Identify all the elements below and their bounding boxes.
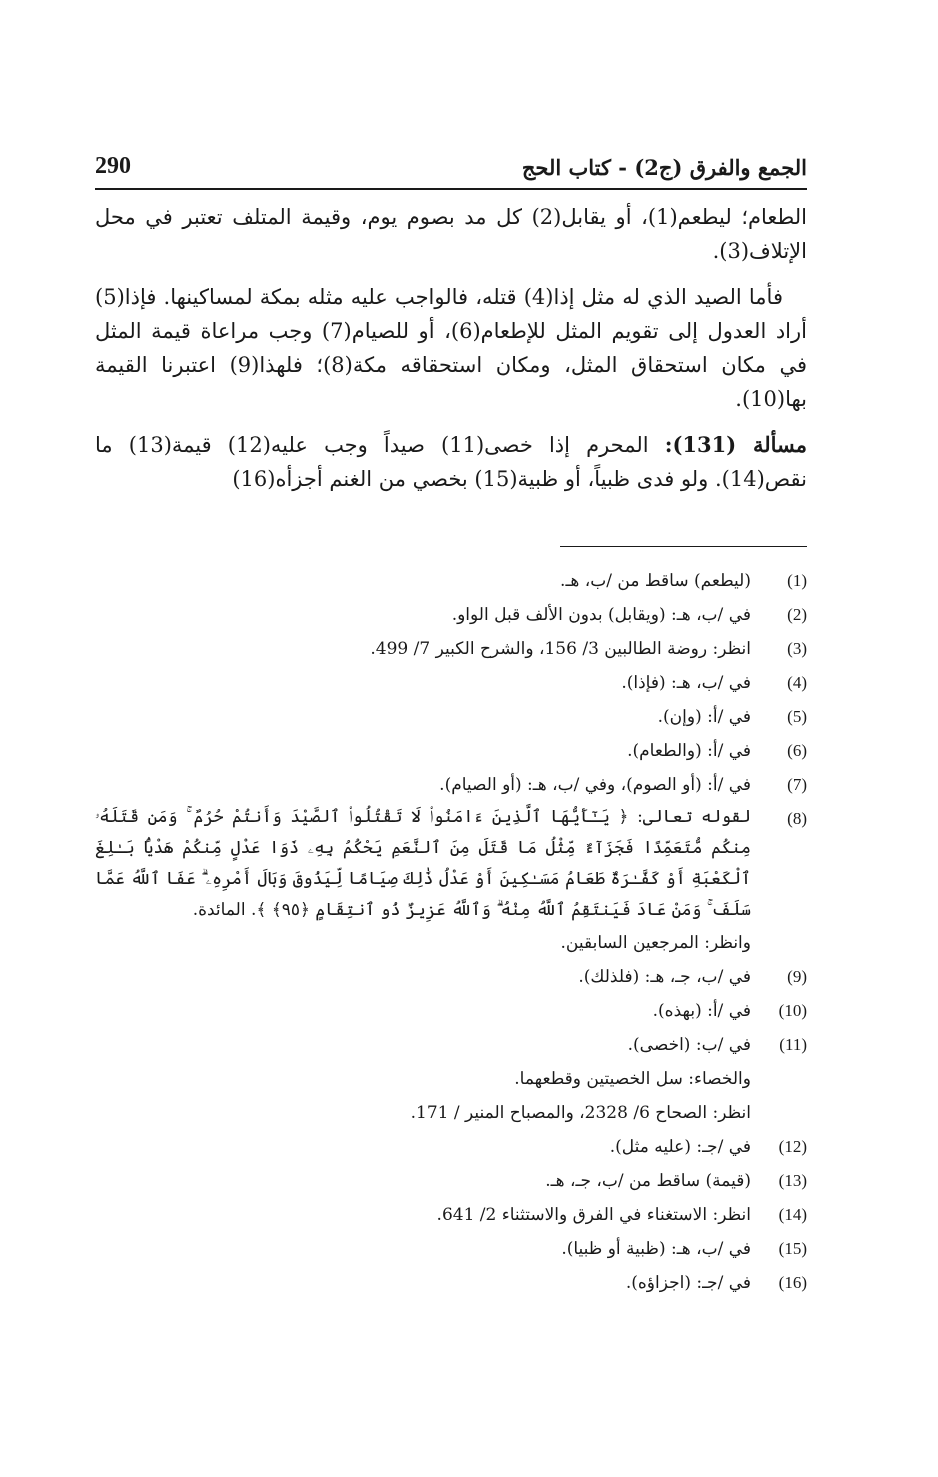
footnote-number: (2): [787, 605, 807, 624]
footnote-text: في /أ: (وإن).: [657, 707, 751, 727]
footnote-number: (5): [787, 707, 807, 726]
footnote-number: (10): [778, 1001, 807, 1020]
footnote: [95, 734, 807, 768]
footnote-number: (8): [787, 809, 807, 828]
footnote: [95, 700, 807, 734]
footnote-number: (6): [787, 741, 807, 760]
footnote-number: (7): [787, 775, 807, 794]
running-header: [95, 140, 807, 180]
footnote-text: في /ب، هـ: (ويقابل) بدون الألف قبل الواو.: [451, 605, 751, 625]
footnote-number: (13): [778, 1171, 807, 1190]
footnote-text: في /أ: (أو الصوم)، وفي /ب، هـ: (أو الصيام).: [439, 775, 751, 795]
paragraph-1: الطعام؛ ليطعم(1)، أو يقابل(2) كل مد بصوم يوم، وقيمة المتلف تعتبر في محل الإتلاف(3).: [95, 205, 807, 263]
footnote-number: (16): [778, 1273, 807, 1292]
footnote: [95, 1164, 807, 1198]
footnote-text: في /ب: (اخصى).: [627, 1035, 751, 1055]
footnote-number: (9): [787, 967, 807, 986]
masala-paragraph: [95, 428, 807, 496]
footnote-text: في /ب، جـ، هـ: (فلذلك).: [578, 967, 751, 987]
footnote-continuation: انظر: الصحاح 6/ 2328، والمصباح المنير / 171.: [410, 1103, 751, 1123]
footnote-separator: [560, 546, 807, 547]
footnote-text: في /ب، هـ: (فإذا).: [621, 673, 751, 693]
main-text: [95, 200, 807, 508]
footnote-text: في /أ: (بهذه).: [652, 1001, 751, 1021]
footnote: [95, 960, 807, 994]
footnote-number: (15): [778, 1239, 807, 1258]
masala-text: المحرم إذا خصى(11) صيداً وجب عليه(12) قيمة(13) ما نقص(14). ولو فدى ظبياً، أو ظبية(15) بخصي من الغنم أجزأه(16): [95, 433, 807, 491]
masala-heading: مسألة (131):: [664, 432, 807, 457]
footnote: [95, 768, 807, 802]
footnote: [95, 994, 807, 1028]
footnote-number: (14): [778, 1205, 807, 1224]
footnote-continuation: والخصاء: سل الخصيتين وقطعهما.: [514, 1069, 751, 1089]
footnote: [95, 1198, 807, 1232]
footnote: [95, 1028, 807, 1062]
paragraph-2: فأما الصيد الذي له مثل إذا(4) قتله، فالواجب عليه مثله بمكة لمساكينها. فإذا(5) أراد العدول إلى تقويم المثل للإطعام(6)، أو للصيام(7) وجب مراعاة قيمة المثل في مكان استحقاق المثل، ومكان استحقاقه مكة(8)؛ فلهذا(9) اعتبرنا القيمة بها(10).: [95, 285, 807, 411]
footnote-text: (ليطعم) ساقط من /ب، هـ.: [560, 571, 751, 591]
page-number: 290: [95, 153, 131, 179]
footnote-text: انظر: الاستغناء في الفرق والاستثناء 2/ 641.: [436, 1205, 751, 1225]
footnote-text: في /جـ: (اجزاؤه).: [625, 1273, 751, 1293]
header-rule: [95, 188, 807, 190]
footnote-number: (1): [787, 571, 807, 590]
footnote: [95, 632, 807, 666]
footnote-text: (قيمة) ساقط من /ب، جـ، هـ.: [545, 1171, 751, 1191]
footnote: [95, 1266, 807, 1300]
footnote: [95, 802, 807, 926]
footnote-text: انظر: روضة الطالبين 3/ 156، والشرح الكبير 7/ 499.: [370, 639, 751, 659]
footnotes: [95, 564, 807, 1300]
footnote: [95, 1232, 807, 1266]
footnote-number: (4): [787, 673, 807, 692]
footnote: [95, 564, 807, 598]
footnote-number: (12): [778, 1137, 807, 1156]
footnote-number: (3): [787, 639, 807, 658]
footnote-text: في /ب، هـ: (ظبية أو ظبيا).: [561, 1239, 751, 1259]
footnote-quran-text: لقوله تعالى: ﴿ يَـٰٓأَيُّهَا ٱلَّذِينَ ءَامَنُوا۟ لَا تَقْتُلُوا۟ ٱلصَّيْدَ وَأَنتُمْ حُرُمٌ ۚ وَمَن قَتَلَهُۥ مِنكُم مُّتَعَمِّدًا فَجَزَآءٌ مِّثْلُ مَا قَتَلَ مِنَ ٱلنَّعَمِ يَحْكُمُ بِهِۦ ذَوَا عَدْلٍ مِّنكُمْ هَدْيًۢا بَـٰلِغَ ٱلْكَعْبَةِ أَوْ كَفَّـٰرَةٌ طَعَامُ مَسَـٰكِينَ أَوْ عَدْلُ ذَٰلِكَ صِيَامًا لِّيَذُوقَ وَبَالَ أَمْرِهِۦ ۗ عَفَا ٱللَّهُ عَمَّا سَلَفَ ۚ وَمَنْ عَادَ فَيَنتَقِمُ ٱللَّهُ مِنْهُ ۗ وَٱللَّهُ عَزِيزٌ ذُو ٱنتِقَامٍ ﴿٩٥﴾ ﴾. المائدة.: [95, 807, 751, 920]
footnote-continuation: وانظر: المرجعين السابقين.: [560, 933, 751, 953]
footnote-text: في /جـ: (عليه مثل).: [609, 1137, 751, 1157]
footnote-number: (11): [779, 1035, 807, 1054]
footnote: [95, 1130, 807, 1164]
footnote-text: في /أ: (والطعام).: [627, 741, 751, 761]
footnote: [95, 666, 807, 700]
footnote: [95, 598, 807, 632]
running-title: الجمع والفرق (ج2) - كتاب الحج: [521, 155, 807, 180]
